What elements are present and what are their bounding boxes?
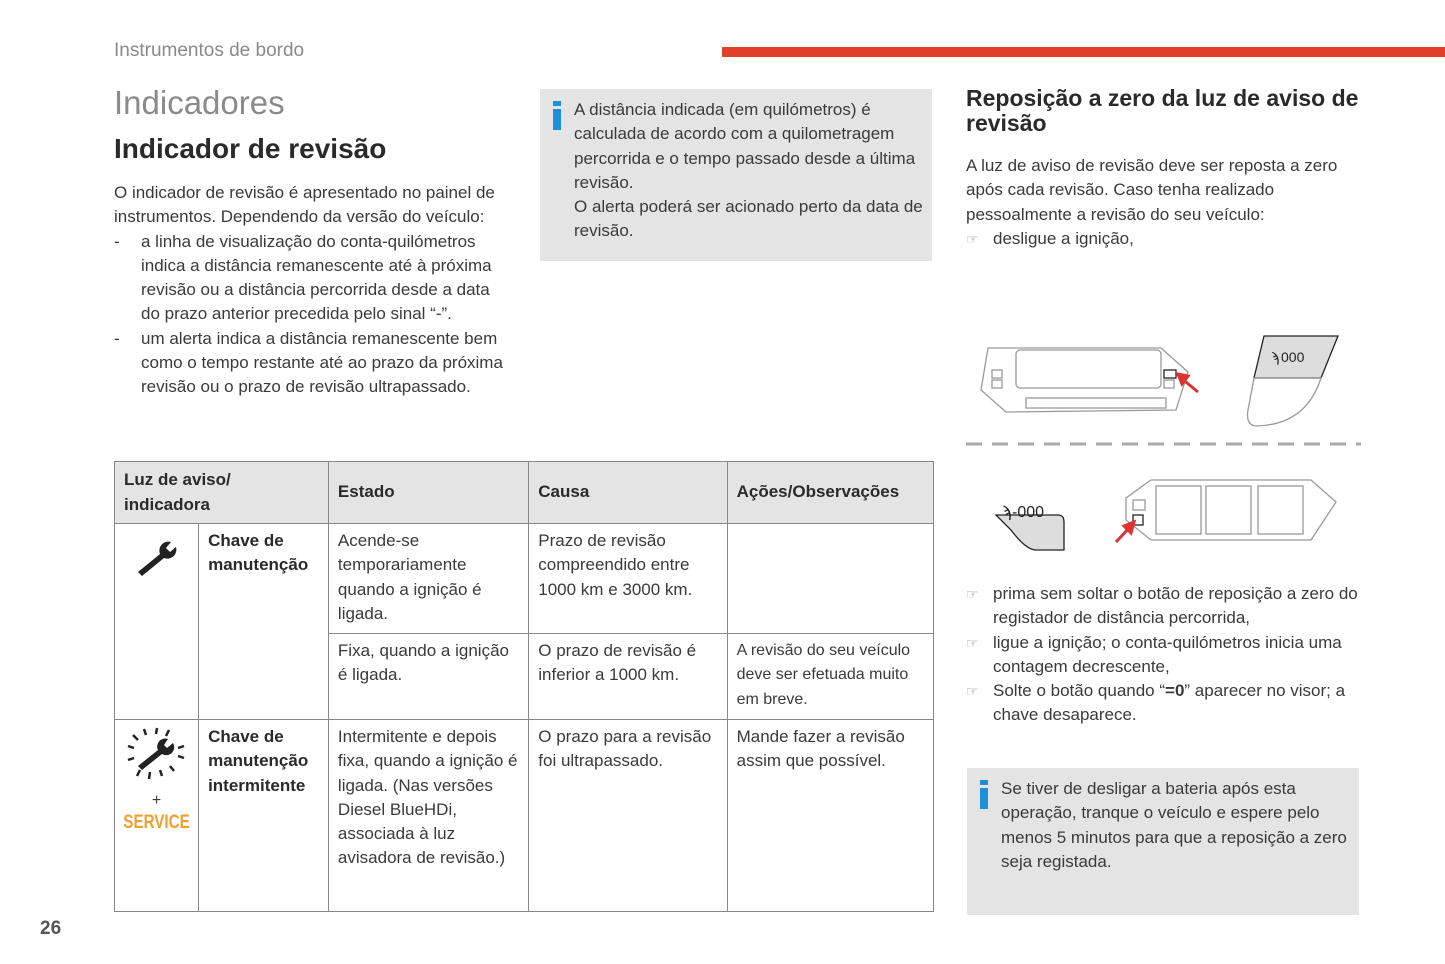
reset-block [966,154,1356,251]
acoes-cell [727,524,933,634]
table-row [115,524,934,634]
wrench-glyph-icon: ϡ [1002,504,1012,521]
col-header: Causa [529,462,727,524]
display-2: -000 [1012,504,1045,521]
intro-item: - a linha de visualização do conta-quilómetros indica a distância remanescente até à próxima revisão ou a distância percorrida desde a data do prazo anterior precedida pelo sinal “-”. [114,230,509,327]
info-text: O alerta poderá ser acionado perto da data de revisão. [574,197,923,241]
col-header: Ações/Observações [727,462,933,524]
info-text: A distância indicada (em quilómetros) é calculada de acordo com a quilometragem percorrida e o tempo passado desde a última revisão. [574,100,916,192]
service-indicator: SERVICE [123,812,190,834]
info-text: Se tiver de desligar a bateria após esta operação, tranque o veículo e espere pelo menos 5 minutos para que a reposição a zero seja registada. [1001,779,1347,871]
arrow-icon [1116,522,1134,542]
warning-name: Chave de manutenção intermitente [199,720,329,912]
steps-block [966,582,1366,728]
wrench-icon [115,524,199,720]
section-title: Indicador de revisão [114,133,387,164]
flashing-wrench-icon [124,726,190,784]
causa-cell: Prazo de revisão compreendido entre 1000 km e 3000 km. [529,524,727,634]
step: ☞ Solte o botão quando “=0” aparecer no visor; a chave desaparece. [966,679,1366,728]
page-title: Indicadores [114,84,285,121]
step: ☞ desligue a ignição, [966,227,1356,251]
acoes-cell: A revisão do seu veículo deve ser efetuada muito em breve. [727,634,933,720]
instrument-diagram [966,330,1361,555]
intro-item: - um alerta indica a distância remanescente bem como o tempo restante até ao prazo da próxima revisão ou o prazo de revisão ultrapassado. [114,327,509,400]
causa-cell: O prazo de revisão é inferior a 1000 km. [529,634,727,720]
reset-title: Reposição a zero da luz de aviso de revisão [966,85,1359,136]
plus-sign: + [151,792,162,810]
intro-text: O indicador de revisão é apresentado no painel de instrumentos. Dependendo da versão do veículo: [114,183,495,227]
display-1: 000 [1281,349,1305,365]
page-number: 26 [40,918,62,939]
info-box [540,89,932,261]
info-box [967,768,1359,915]
section-header: Instrumentos de bordo [114,40,305,61]
col-header: Estado [328,462,528,524]
estado-cell: Intermitente e depois fixa, quando a ignição é ligada. (Nas versões Diesel BlueHDi, associada à luz avisadora de revisão.) [328,720,528,912]
step: ☞ ligue a ignição; o conta-quilómetros inicia uma contagem decrescente, [966,631,1366,680]
wrench-glyph-icon: ϡ [1271,349,1280,365]
reset-text: A luz de aviso de revisão deve ser reposta a zero após cada revisão. Caso tenha realizado pessoalmente a revisão do seu veículo: [966,156,1338,224]
info-icon [980,788,988,809]
estado-cell: Acende-se temporariamente quando a ignição é ligada. [328,524,528,634]
warning-icon-cell [115,720,199,912]
accent-bar [722,47,1445,57]
estado-cell: Fixa, quando a ignição é ligada. [328,634,528,720]
col-header: Luz de aviso/ indicadora [115,462,329,524]
table-row [115,720,934,912]
acoes-cell: Mande fazer a revisão assim que possível. [727,720,933,912]
warning-name: Chave de manutenção [199,524,329,720]
arrow-icon [1178,374,1198,392]
causa-cell: O prazo para a revisão foi ultrapassado. [529,720,727,912]
intro-block [114,181,509,400]
info-icon [553,109,561,130]
warning-table [114,461,934,912]
step: ☞ prima sem soltar o botão de reposição a zero do registador de distância percorrida, [966,582,1366,631]
